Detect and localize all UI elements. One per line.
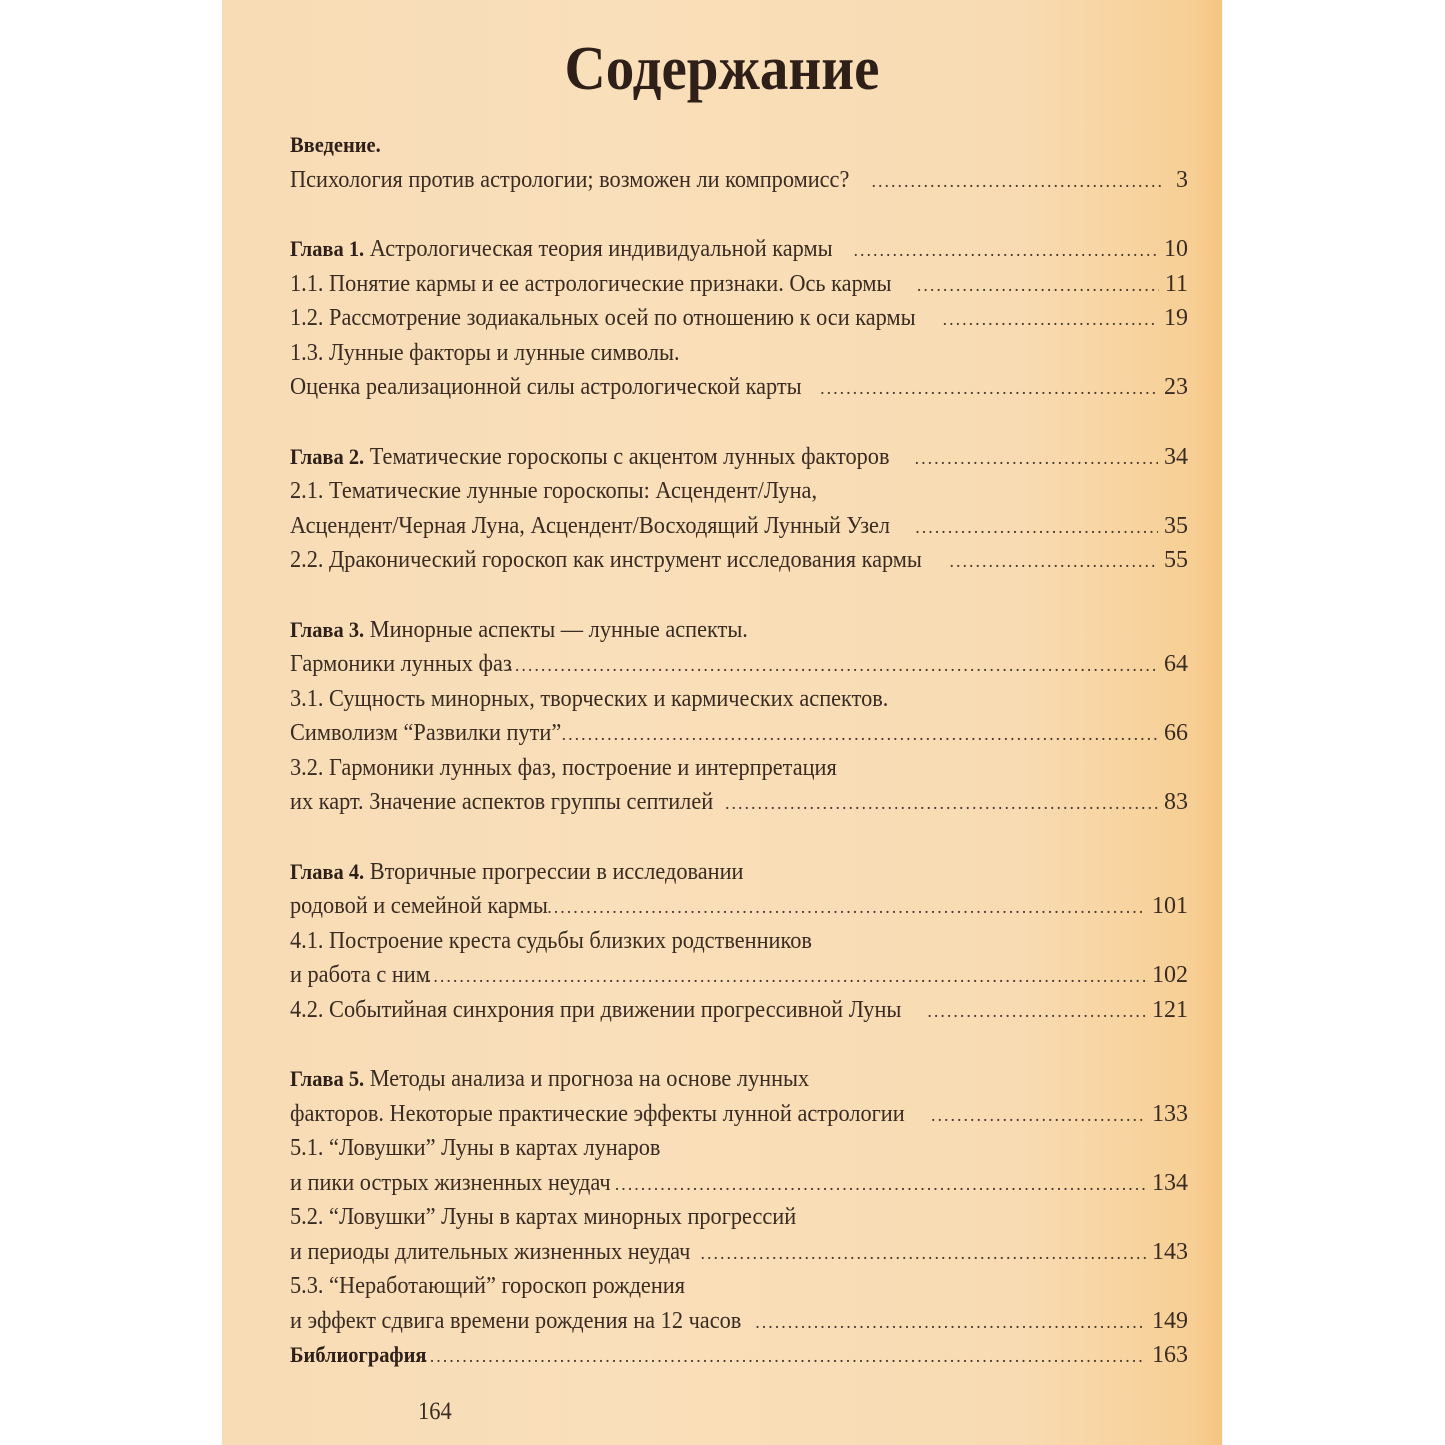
toc-entry [290, 301, 1188, 336]
entry-text: 4.1. Построение креста судьбы близких родственников [290, 927, 812, 954]
toc-chapter-5 [290, 1062, 1188, 1097]
toc-entry-line1 [290, 474, 1188, 509]
leader-dots [547, 890, 1146, 925]
entry-text: 3.2. Гармоники лунных фаз, построение и интерпретация [290, 754, 837, 781]
toc-entry [290, 509, 1188, 544]
entry-text: 3.1. Сущность минорных, творческих и кармических аспектов. [290, 685, 889, 712]
toc-entry [290, 163, 1188, 198]
page-ref: 34 [1164, 443, 1188, 470]
page-ref: 23 [1164, 374, 1188, 400]
entry-text: и эффект сдвига времени рождения на 12 часов [290, 1307, 742, 1334]
toc-entry [290, 370, 1188, 405]
page-ref: 149 [1152, 1307, 1188, 1334]
entry-text: 5.2. “Ловушки” Луны в картах минорных прогрессий [290, 1204, 797, 1230]
toc-entry-line1 [290, 1131, 1188, 1166]
entry-text: и пики острых жизненных неудач [290, 1169, 611, 1196]
page-ref: 64 [1164, 651, 1188, 677]
leader-dots [700, 1236, 1146, 1271]
toc-chapter-1 [290, 232, 1188, 267]
chapter-label: Глава 3. [290, 616, 365, 642]
toc-entry-line1 [290, 682, 1188, 717]
leader-dots [871, 164, 1162, 199]
book-page [222, 0, 1222, 1445]
table-of-contents [290, 128, 1188, 1373]
chapter-title: Глава 3. Минорные аспекты — лунные аспекты. [290, 616, 748, 643]
leader-dots [853, 233, 1158, 268]
page-ref: 66 [1164, 720, 1188, 746]
entry-text: Асцендент/Черная Луна, Асцендент/Восходящий Лунный Узел [290, 512, 891, 539]
toc-entry-line1 [290, 1200, 1188, 1235]
entry-text: 2.2. Драконический гороскоп как инструмент исследования кармы [290, 547, 922, 573]
toc-chapter-4 [290, 855, 1188, 890]
chapter-title: Глава 2. Тематические гороскопы с акцентом лунных факторов [290, 443, 890, 470]
entry-text: 2.1. Тематические лунные гороскопы: Асцендент/Луна, [290, 478, 818, 504]
chapter-label: Глава 1. [290, 236, 365, 261]
page-title: Содержание [564, 35, 880, 103]
toc-intro-heading [290, 128, 1188, 163]
entry-text: и работа с ним [290, 962, 430, 988]
toc-entry [290, 889, 1188, 924]
toc-bibliography [290, 1338, 1188, 1373]
toc-chapter-3 [290, 613, 1188, 648]
intro-heading: Введение. [290, 132, 381, 157]
page-ref: 133 [1152, 1100, 1188, 1127]
toc-entry [290, 785, 1188, 820]
entry-text: и периоды длительных жизненных неудач [290, 1238, 691, 1265]
chapter-label: Глава 4. [290, 858, 365, 884]
toc-entry-line1 [290, 1269, 1188, 1304]
leader-dots [950, 544, 1159, 579]
toc-entry [290, 716, 1188, 751]
leader-dots [943, 302, 1158, 337]
page-ref: 10 [1164, 236, 1188, 262]
entry-text: 4.2. Событийная синхрония при движении прогрессивной Луны [290, 996, 902, 1023]
bibliography-label: Библиография [290, 1342, 427, 1367]
entry-text: Гармоники лунных фаз [290, 651, 512, 677]
toc-entry [290, 1097, 1188, 1132]
chapter-title: Глава 4. Вторичные прогрессии в исследовании [290, 858, 744, 885]
leader-dots [931, 1098, 1146, 1133]
page-ref: 3 [1176, 166, 1188, 193]
page-ref: 101 [1152, 893, 1188, 919]
chapter-label: Глава 2. [290, 443, 365, 469]
chapter-title: Глава 1. Астрологическая теория индивидуальной кармы [290, 236, 833, 262]
toc-entry [290, 647, 1188, 682]
leader-dots [917, 268, 1159, 303]
page-ref: 83 [1164, 789, 1188, 815]
toc-entry-line1 [290, 924, 1188, 959]
leader-dots [915, 441, 1158, 476]
entry-text: Психология против астрологии; возможен ли компромисс? [290, 166, 850, 193]
toc-entry-line1 [290, 336, 1188, 371]
entry-text: 1.2. Рассмотрение зодиакальных осей по отношению к оси кармы [290, 305, 916, 331]
leader-dots [820, 371, 1158, 406]
entry-text: Символизм “Развилки пути” [290, 720, 562, 746]
toc-entry [290, 1166, 1188, 1201]
leader-dots [927, 994, 1146, 1029]
toc-entry [290, 1235, 1188, 1270]
page-ref: 143 [1152, 1238, 1188, 1265]
toc-entry [290, 993, 1188, 1028]
toc-chapter-2 [290, 440, 1188, 475]
leader-dots [562, 717, 1158, 752]
leader-dots [417, 1339, 1146, 1374]
entry-text: Оценка реализационной силы астрологической карты [290, 374, 802, 400]
page-ref: 102 [1152, 962, 1188, 988]
page-ref: 55 [1164, 547, 1188, 573]
chapter-title: Глава 5. Методы анализа и прогноза на основе лунных [290, 1066, 810, 1092]
leader-dots [420, 959, 1146, 994]
entry-text: 5.1. “Ловушки” Луны в картах лунаров [290, 1135, 661, 1161]
page-ref: 11 [1164, 270, 1188, 297]
toc-entry [290, 543, 1188, 578]
page-ref: 163 [1152, 1342, 1188, 1368]
page-ref: 35 [1164, 512, 1188, 539]
leader-dots [615, 1167, 1146, 1202]
toc-entry-line1 [290, 751, 1188, 786]
entry-text: факторов. Некоторые практические эффекты лунной астрологии [290, 1100, 905, 1127]
page-ref: 134 [1152, 1169, 1188, 1196]
leader-dots [915, 510, 1158, 545]
toc-entry [290, 958, 1188, 993]
chapter-label: Глава 5. [290, 1066, 365, 1091]
entry-text: 1.3. Лунные факторы и лунные символы. [290, 339, 680, 366]
entry-text: их карт. Значение аспектов группы септилей [290, 789, 714, 815]
leader-dots [725, 786, 1158, 821]
entry-text: 5.3. “Неработающий” гороскоп рождения [290, 1273, 686, 1299]
toc-entry [290, 1304, 1188, 1339]
page-number: 164 [418, 1398, 452, 1425]
entry-text: родовой и семейной кармы [290, 893, 548, 919]
leader-dots [755, 1305, 1146, 1340]
page-ref: 121 [1152, 996, 1188, 1023]
entry-text: 1.1. Понятие кармы и ее астрологические признаки. Ось кармы [290, 270, 892, 297]
leader-dots [508, 648, 1158, 683]
toc-entry [290, 267, 1188, 302]
page-ref: 19 [1164, 305, 1188, 331]
